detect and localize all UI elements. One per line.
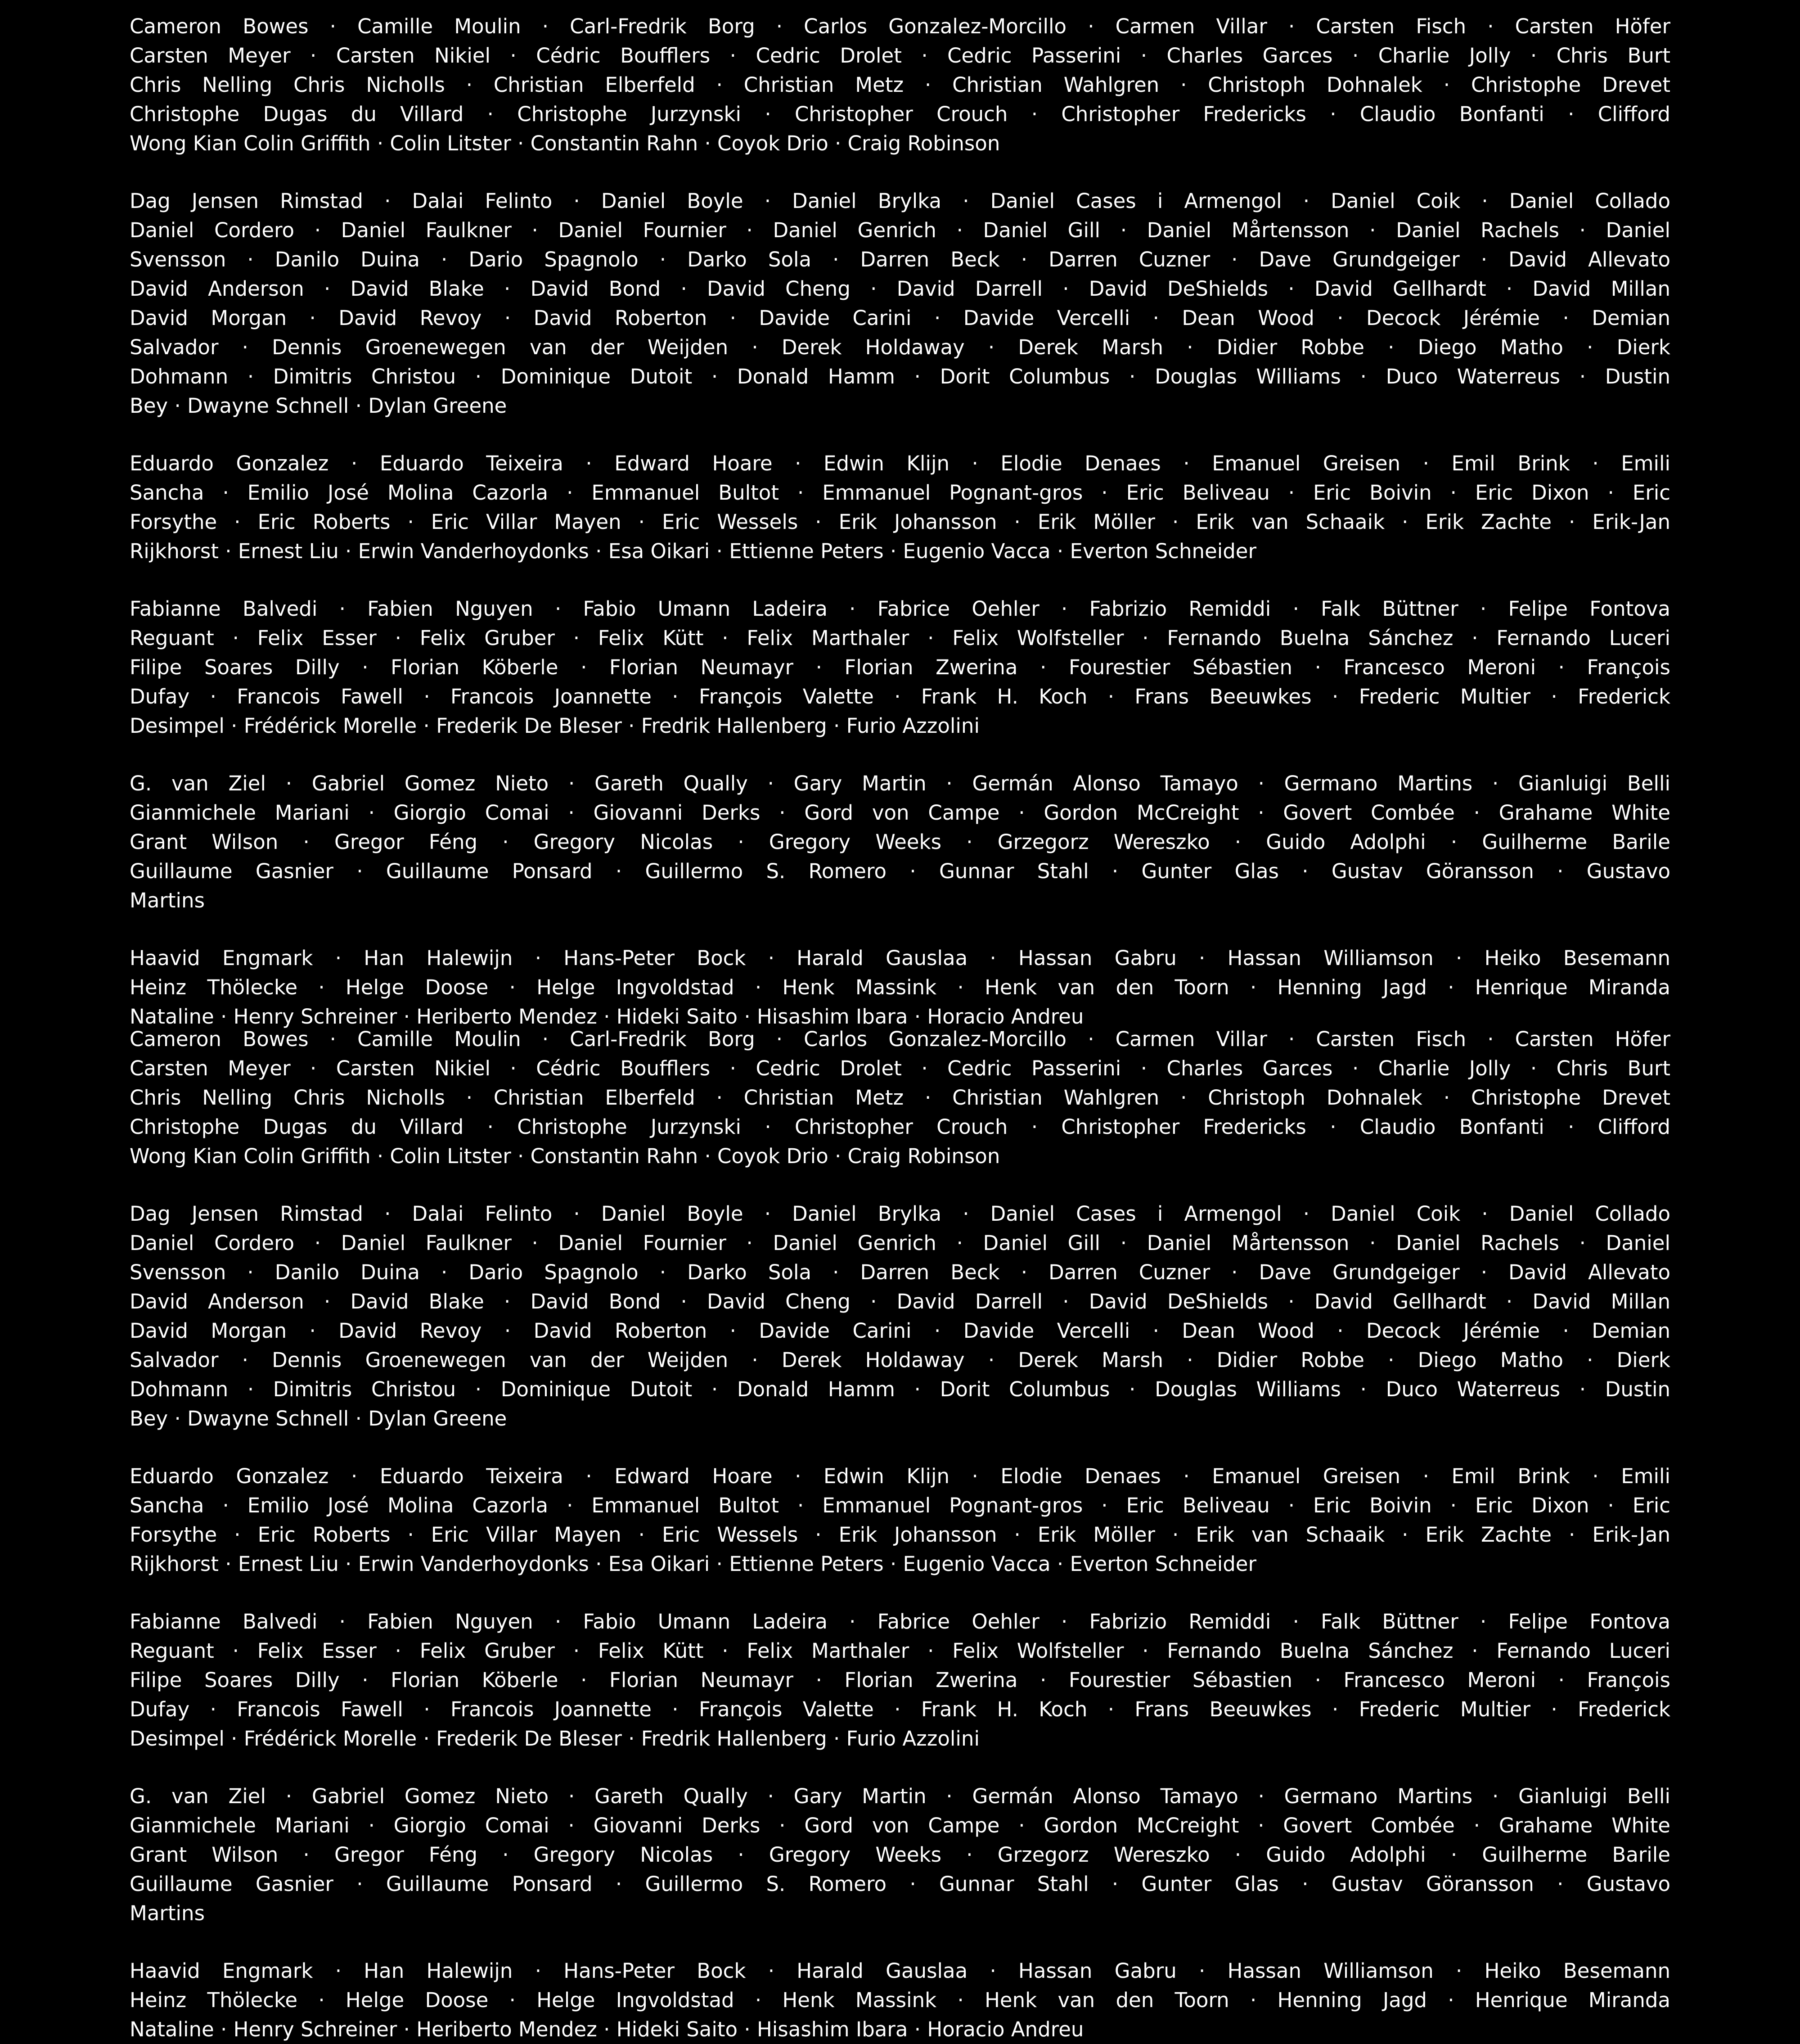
credits-paragraph-C <box>130 12 1670 158</box>
credits-line: Haavid Engmark · Han Halewijn · Hans-Peter Bock · Harald Gauslaa · Hassan Gabru · Hassan Williamson · Heiko Besemann <box>130 1959 1670 1983</box>
credits-line: Christophe Dugas du Villard · Christophe Jurzynski · Christopher Crouch · Christopher Fredericks · Claudio Bonfanti · Clifford <box>130 1115 1670 1139</box>
credits-paragraph-D <box>130 1199 1670 1433</box>
credits-line: Heinz Thölecke · Helge Doose · Helge Ingvoldstad · Henk Massink · Henk van den Toorn · Henning Jagd · Henrique Miranda <box>130 1988 1670 2012</box>
credits-line: Wong Kian Colin Griffith · Colin Litster · Constantin Rahn · Coyok Drio · Craig Robinson <box>130 131 1000 155</box>
credits-line: Svensson · Danilo Duina · Dario Spagnolo · Darko Sola · Darren Beck · Darren Cuzner · Dave Grundgeiger · David Allevato <box>130 248 1670 271</box>
credits-line: Gianmichele Mariani · Giorgio Comai · Giovanni Derks · Gord von Campe · Gordon McCreight · Govert Combée · Grahame White <box>130 1814 1670 1837</box>
credits-line: David Morgan · David Revoy · David Roberton · Davide Carini · Davide Vercelli · Dean Wood · Decock Jérémie · Demian <box>130 306 1670 330</box>
credits-line: Martins <box>130 889 205 912</box>
credits-line: Eduardo Gonzalez · Eduardo Teixeira · Edward Hoare · Edwin Klijn · Elodie Denaes · Emanuel Greisen · Emil Brink · Emili <box>130 1464 1670 1488</box>
credits-line: Christophe Dugas du Villard · Christophe Jurzynski · Christopher Crouch · Christopher Fredericks · Claudio Bonfanti · Clifford <box>130 102 1670 126</box>
credits-line: Heinz Thölecke · Helge Doose · Helge Ingvoldstad · Henk Massink · Henk van den Toorn · Henning Jagd · Henrique Miranda <box>130 975 1670 999</box>
credits-line: Eduardo Gonzalez · Eduardo Teixeira · Edward Hoare · Edwin Klijn · Elodie Denaes · Emanuel Greisen · Emil Brink · Emili <box>130 451 1670 475</box>
credits-line: Wong Kian Colin Griffith · Colin Litster · Constantin Rahn · Coyok Drio · Craig Robinson <box>130 1144 1000 1168</box>
credits-line: Forsythe · Eric Roberts · Eric Villar Mayen · Eric Wessels · Erik Johansson · Erik Möller · Erik van Schaaik · Erik Zachte · Erik-Jan <box>130 1523 1670 1547</box>
credits-line: Cameron Bowes · Camille Moulin · Carl-Fredrik Borg · Carlos Gonzalez-Morcillo · Carmen Villar · Carsten Fisch · Carsten Höfer <box>130 14 1670 38</box>
credits-line: Sancha · Emilio José Molina Cazorla · Emmanuel Bultot · Emmanuel Pognant-gros · Eric Beliveau · Eric Boivin · Eric Dixon · Eric <box>130 481 1670 505</box>
credits-line: Carsten Meyer · Carsten Nikiel · Cédric Boufflers · Cedric Drolet · Cedric Passerini · Charles Garces · Charlie Jolly · Chris Burt <box>130 1056 1670 1080</box>
credits-line: Fabianne Balvedi · Fabien Nguyen · Fabio Umann Ladeira · Fabrice Oehler · Fabrizio Remiddi · Falk Büttner · Felipe Fontova <box>130 1610 1670 1633</box>
credits-line: Desimpel · Frédérick Morelle · Frederik De Bleser · Fredrik Hallenberg · Furio Azzolini <box>130 1727 980 1751</box>
credits-paragraph-F <box>130 594 1670 740</box>
credits-line: Dohmann · Dimitris Christou · Dominique Dutoit · Donald Hamm · Dorit Columbus · Douglas Williams · Duco Waterreus · Dustin <box>130 365 1670 388</box>
credits-line: Nataline · Henry Schreiner · Heriberto Mendez · Hideki Saito · Hisashim Ibara · Horacio Andreu <box>130 2017 1084 2041</box>
credits-line: Guillaume Gasnier · Guillaume Ponsard · Guillermo S. Romero · Gunnar Stahl · Gunter Glas · Gustav Göransson · Gustavo <box>130 859 1670 883</box>
credits-line: Desimpel · Frédérick Morelle · Frederik De Bleser · Fredrik Hallenberg · Furio Azzolini <box>130 714 980 738</box>
credits-line: Rijkhorst · Ernest Liu · Erwin Vanderhoydonks · Esa Oikari · Ettienne Peters · Eugenio Vacca · Everton Schneider <box>130 1552 1256 1576</box>
credits-line: Salvador · Dennis Groenewegen van der Weijden · Derek Holdaway · Derek Marsh · Didier Robbe · Diego Matho · Dierk <box>130 335 1670 359</box>
credits-line: David Anderson · David Blake · David Bond · David Cheng · David Darrell · David DeShields · David Gellhardt · David Millan <box>130 1290 1670 1313</box>
credits-line: Grant Wilson · Gregor Féng · Gregory Nicolas · Gregory Weeks · Grzegorz Wereszko · Guido Adolphi · Guilherme Barile <box>130 1843 1670 1867</box>
credits-line: Daniel Cordero · Daniel Faulkner · Daniel Fournier · Daniel Genrich · Daniel Gill · Daniel Mårtensson · Daniel Rachels · Daniel <box>130 1231 1670 1255</box>
credits-paragraph-C <box>130 1024 1670 1171</box>
credits-line: Filipe Soares Dilly · Florian Köberle · Florian Neumayr · Florian Zwerina · Fourestier Sébastien · Francesco Meroni · François <box>130 1668 1670 1692</box>
credits-paragraph-G <box>130 769 1670 915</box>
credits-block <box>0 1013 1800 2041</box>
credits-line: Bey · Dwayne Schnell · Dylan Greene <box>130 1407 507 1430</box>
credits-line: Forsythe · Eric Roberts · Eric Villar Mayen · Eric Wessels · Erik Johansson · Erik Möller · Erik van Schaaik · Erik Zachte · Erik-Jan <box>130 510 1670 534</box>
credits-paragraph-F <box>130 1607 1670 1753</box>
credits-line: Chris Nelling Chris Nicholls · Christian Elberfeld · Christian Metz · Christian Wahlgren · Christoph Dohnalek · Christophe Drevet <box>130 73 1670 97</box>
credits-paragraph-D <box>130 186 1670 420</box>
credits-line: Fabianne Balvedi · Fabien Nguyen · Fabio Umann Ladeira · Fabrice Oehler · Fabrizio Remiddi · Falk Büttner · Felipe Fontova <box>130 597 1670 621</box>
credits-paragraph-E <box>130 1462 1670 1579</box>
credits-line: Svensson · Danilo Duina · Dario Spagnolo · Darko Sola · Darren Beck · Darren Cuzner · Dave Grundgeiger · David Allevato <box>130 1260 1670 1284</box>
credits-line: Dohmann · Dimitris Christou · Dominique Dutoit · Donald Hamm · Dorit Columbus · Douglas Williams · Duco Waterreus · Dustin <box>130 1377 1670 1401</box>
credits-line: Dag Jensen Rimstad · Dalai Felinto · Daniel Boyle · Daniel Brylka · Daniel Cases i Armengol · Daniel Coik · Daniel Collado <box>130 189 1670 213</box>
credits-line: Dufay · Francois Fawell · Francois Joannette · François Valette · Frank H. Koch · Frans Beeuwkes · Frederic Multier · Frederick <box>130 1697 1670 1721</box>
credits-paragraph-H <box>130 1956 1670 2044</box>
credits-line: Daniel Cordero · Daniel Faulkner · Daniel Fournier · Daniel Genrich · Daniel Gill · Daniel Mårtensson · Daniel Rachels · Daniel <box>130 218 1670 242</box>
credits-line: Filipe Soares Dilly · Florian Köberle · Florian Neumayr · Florian Zwerina · Fourestier Sébastien · Francesco Meroni · François <box>130 655 1670 679</box>
credits-line: Sancha · Emilio José Molina Cazorla · Emmanuel Bultot · Emmanuel Pognant-gros · Eric Beliveau · Eric Boivin · Eric Dixon · Eric <box>130 1494 1670 1517</box>
credits-line: Nataline · Henry Schreiner · Heriberto Mendez · Hideki Saito · Hisashim Ibara · Horacio Andreu <box>130 1005 1084 1029</box>
credits-line: Dag Jensen Rimstad · Dalai Felinto · Daniel Boyle · Daniel Brylka · Daniel Cases i Armengol · Daniel Coik · Daniel Collado <box>130 1202 1670 1226</box>
credits-line: Salvador · Dennis Groenewegen van der Weijden · Derek Holdaway · Derek Marsh · Didier Robbe · Diego Matho · Dierk <box>130 1348 1670 1372</box>
credits-line: Martins <box>130 1901 205 1925</box>
credits-paragraph-G <box>130 1782 1670 1928</box>
credits-line: Chris Nelling Chris Nicholls · Christian Elberfeld · Christian Metz · Christian Wahlgren · Christoph Dohnalek · Christophe Drevet <box>130 1086 1670 1110</box>
credits-line: G. van Ziel · Gabriel Gomez Nieto · Gareth Qually · Gary Martin · Germán Alonso Tamayo · Germano Martins · Gianluigi Belli <box>130 772 1670 795</box>
credits-line: Haavid Engmark · Han Halewijn · Hans-Peter Bock · Harald Gauslaa · Hassan Gabru · Hassan Williamson · Heiko Besemann <box>130 946 1670 970</box>
credits-line: Carsten Meyer · Carsten Nikiel · Cédric Boufflers · Cedric Drolet · Cedric Passerini · Charles Garces · Charlie Jolly · Chris Burt <box>130 44 1670 68</box>
credits-line: Gianmichele Mariani · Giorgio Comai · Giovanni Derks · Gord von Campe · Gordon McCreight · Govert Combée · Grahame White <box>130 801 1670 825</box>
credits-line: G. van Ziel · Gabriel Gomez Nieto · Gareth Qually · Gary Martin · Germán Alonso Tamayo · Germano Martins · Gianluigi Belli <box>130 1784 1670 1808</box>
credits-line: David Morgan · David Revoy · David Roberton · Davide Carini · Davide Vercelli · Dean Wood · Decock Jérémie · Demian <box>130 1319 1670 1343</box>
credits-line: Reguant · Felix Esser · Felix Gruber · Felix Kütt · Felix Marthaler · Felix Wolfsteller · Fernando Buelna Sánchez · Fernando Luceri <box>130 1639 1670 1663</box>
credits-line: Grant Wilson · Gregor Féng · Gregory Nicolas · Gregory Weeks · Grzegorz Wereszko · Guido Adolphi · Guilherme Barile <box>130 830 1670 854</box>
credits-line: David Anderson · David Blake · David Bond · David Cheng · David Darrell · David DeShields · David Gellhardt · David Millan <box>130 277 1670 301</box>
credits-line: Cameron Bowes · Camille Moulin · Carl-Fredrik Borg · Carlos Gonzalez-Morcillo · Carmen Villar · Carsten Fisch · Carsten Höfer <box>130 1027 1670 1051</box>
credits-line: Dufay · Francois Fawell · Francois Joannette · François Valette · Frank H. Koch · Frans Beeuwkes · Frederic Multier · Frederick <box>130 685 1670 708</box>
credits-paragraph-E <box>130 449 1670 566</box>
credits-line: Guillaume Gasnier · Guillaume Ponsard · Guillermo S. Romero · Gunnar Stahl · Gunter Glas · Gustav Göransson · Gustavo <box>130 1872 1670 1896</box>
credits-line: Reguant · Felix Esser · Felix Gruber · Felix Kütt · Felix Marthaler · Felix Wolfsteller · Fernando Buelna Sánchez · Fernando Luceri <box>130 626 1670 650</box>
credits-line: Rijkhorst · Ernest Liu · Erwin Vanderhoydonks · Esa Oikari · Ettienne Peters · Eugenio Vacca · Everton Schneider <box>130 539 1256 563</box>
credits-line: Bey · Dwayne Schnell · Dylan Greene <box>130 394 507 418</box>
